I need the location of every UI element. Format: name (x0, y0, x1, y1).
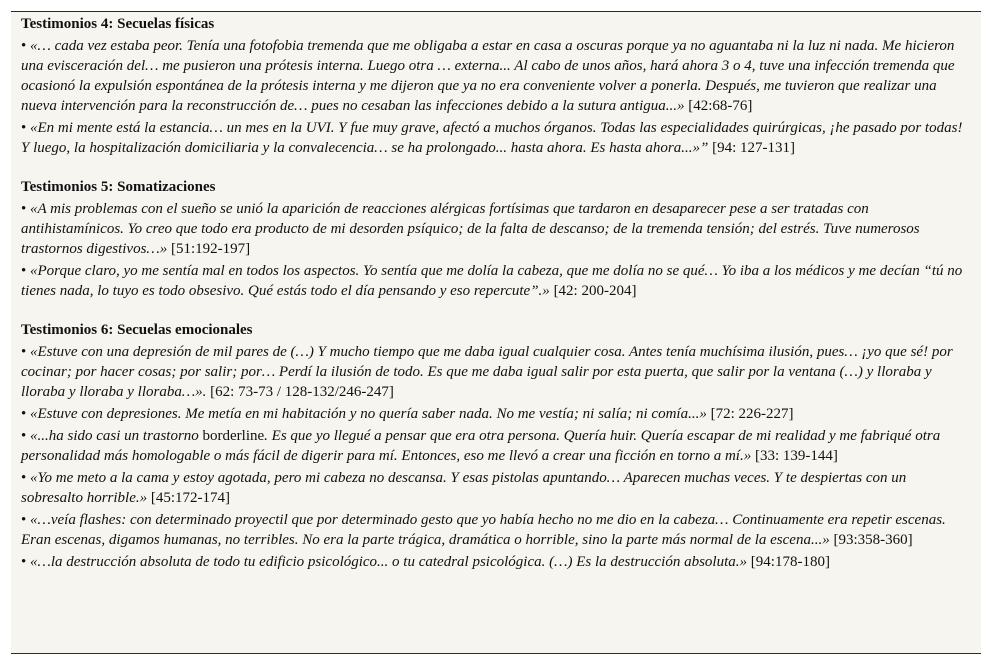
testimony-quote-end: . Es que yo llegué a pensar que era otra persona. Quería huir. Quería escapar de mi realidad y me fabriqué otra personalidad más homologable o más fácil de digerir para mí. Entonces, eso me llevó a crear una ficción en torno a mí.» (21, 428, 941, 464)
testimony-quote: «…veía flashes: con determinado proyectil que por determinado gesto que yo había hecho no me dio en la cabeza… Continuamente era repetir escenas. Eran escenas, digamos humanas, no terribles. No era la parte trágica, dramática o horrible, sino la parte más normal de la escena...» (21, 512, 946, 548)
testimony-reference: [42: 200-204] (553, 283, 637, 299)
testimony-item (21, 404, 963, 424)
section-title: Testimonios 5: Somatizaciones (21, 179, 216, 195)
testimonies-table (11, 11, 981, 654)
testimony-reference: [62: 73-73 / 128-132/246-247] (210, 384, 394, 400)
testimony-reference: [42:68-76] (688, 98, 753, 114)
testimony-quote-start: «...ha sido casi un trastorno (30, 428, 203, 444)
testimony-item (21, 468, 963, 508)
testimony-reference: [72: 226-227] (710, 406, 794, 422)
bullet: • (21, 554, 27, 570)
table-content (11, 12, 981, 572)
testimony-item (21, 552, 963, 572)
bullet: • (21, 428, 27, 444)
section-secuelas-fisicas (21, 14, 963, 158)
bullet: • (21, 38, 27, 54)
section-title: Testimonios 6: Secuelas emocionales (21, 322, 253, 338)
testimony-reference: [51:192-197] (171, 241, 251, 257)
testimony-quote: «Porque claro, yo me sentía mal en todos los aspectos. Yo sentía que me dolía la cabeza, que me dolía no se qué… Yo iba a los médicos y me decían “tú no tienes nada, lo tuyo es todo obsesivo. Qué estás todo el día pensando y eso repercute”.» (21, 263, 963, 299)
section-secuelas-emocionales (21, 320, 963, 572)
testimony-item (21, 199, 963, 259)
testimony-reference: [93:358-360] (833, 532, 913, 548)
bullet: • (21, 406, 27, 422)
section-somatizaciones (21, 177, 963, 301)
bullet: • (21, 512, 27, 528)
testimony-reference: [94:178-180] (750, 554, 830, 570)
testimony-quote: «… cada vez estaba peor. Tenía una fotofobia tremenda que me obligaba a estar en casa a oscuras porque ya no aguantaba ni la luz ni nada. Me hicieron una evisceración del… me pusieron una prótesis interna. Luego otra … externa... Al cabo de unos años, hará ahora 3 o 4, tuve una infección tremenda que ocasionó la expulsión espontánea de la prótesis interna y me dijeron que ya no era conveniente volver a ponerla. Después, me tuvieron que realizar una nueva intervención para la reconstrucción de… pues no cesaban las infecciones debido a la sutura antigua...» (21, 38, 955, 114)
bullet: • (21, 344, 27, 360)
borderline-term: borderline (202, 428, 265, 444)
bullet: • (21, 201, 27, 217)
testimony-quote: «Estuve con depresiones. Me metía en mi habitación y no quería saber nada. No me vestía; ni salía; ni comía...» (30, 406, 707, 422)
bullet: • (21, 120, 27, 136)
testimony-quote: «A mis problemas con el sueño se unió la aparición de reacciones alérgicas fortísimas que tardaron en desaparecer pese a ser tratadas con antihistamínicos. Yo creo que todo era producto de mi desorden psíquico; de la falta de descanso; de la tremenda tensión; del estrés. Tuve numerosos trastornos digestivos…» (21, 201, 920, 257)
testimony-item (21, 118, 963, 158)
testimony-item (21, 510, 963, 550)
testimony-item (21, 342, 963, 402)
testimony-reference: [33: 139-144] (754, 448, 838, 464)
testimony-quote: «…la destrucción absoluta de todo tu edificio psicológico... o tu catedral psicológica. (…) Es la destrucción absoluta.» (30, 554, 748, 570)
section-title: Testimonios 4: Secuelas físicas (21, 16, 215, 32)
bullet: • (21, 263, 27, 279)
testimony-reference: [94: 127-131] (712, 140, 795, 156)
testimony-item (21, 426, 963, 466)
bullet: • (21, 470, 27, 486)
testimony-quote: «Estuve con una depresión de mil pares de (…) Y mucho tiempo que me daba igual cualquier cosa. Antes tenía muchísima ilusión, pues… ¡yo que sé! por cocinar; por hacer cosas; por salir; por… Perdí la ilusión de todo. Es que me daba igual salir por esta puerta, que salir por la ventana (…) y lloraba y lloraba y lloraba y lloraba…». (21, 344, 953, 400)
testimony-reference: [45:172-174] (150, 490, 231, 506)
testimony-quote: «Yo me meto a la cama y estoy agotada, pero mi cabeza no descansa. Y esas pistolas apuntando… Aparecen muchas veces. Y te despiertas con un sobresalto horrible.» (21, 470, 907, 506)
testimony-item (21, 261, 963, 301)
testimony-quote: «En mi mente está la estancia… un mes en la UVI. Y fue muy grave, afectó a muchos órganos. Todas las especialidades quirúrgicas, ¡he pasado por todas! Y luego, la hospitalización domiciliaria y la convalecencia… se ha prolongado... hasta ahora. Es hasta ahora...»” (21, 120, 963, 156)
testimony-item (21, 36, 963, 116)
